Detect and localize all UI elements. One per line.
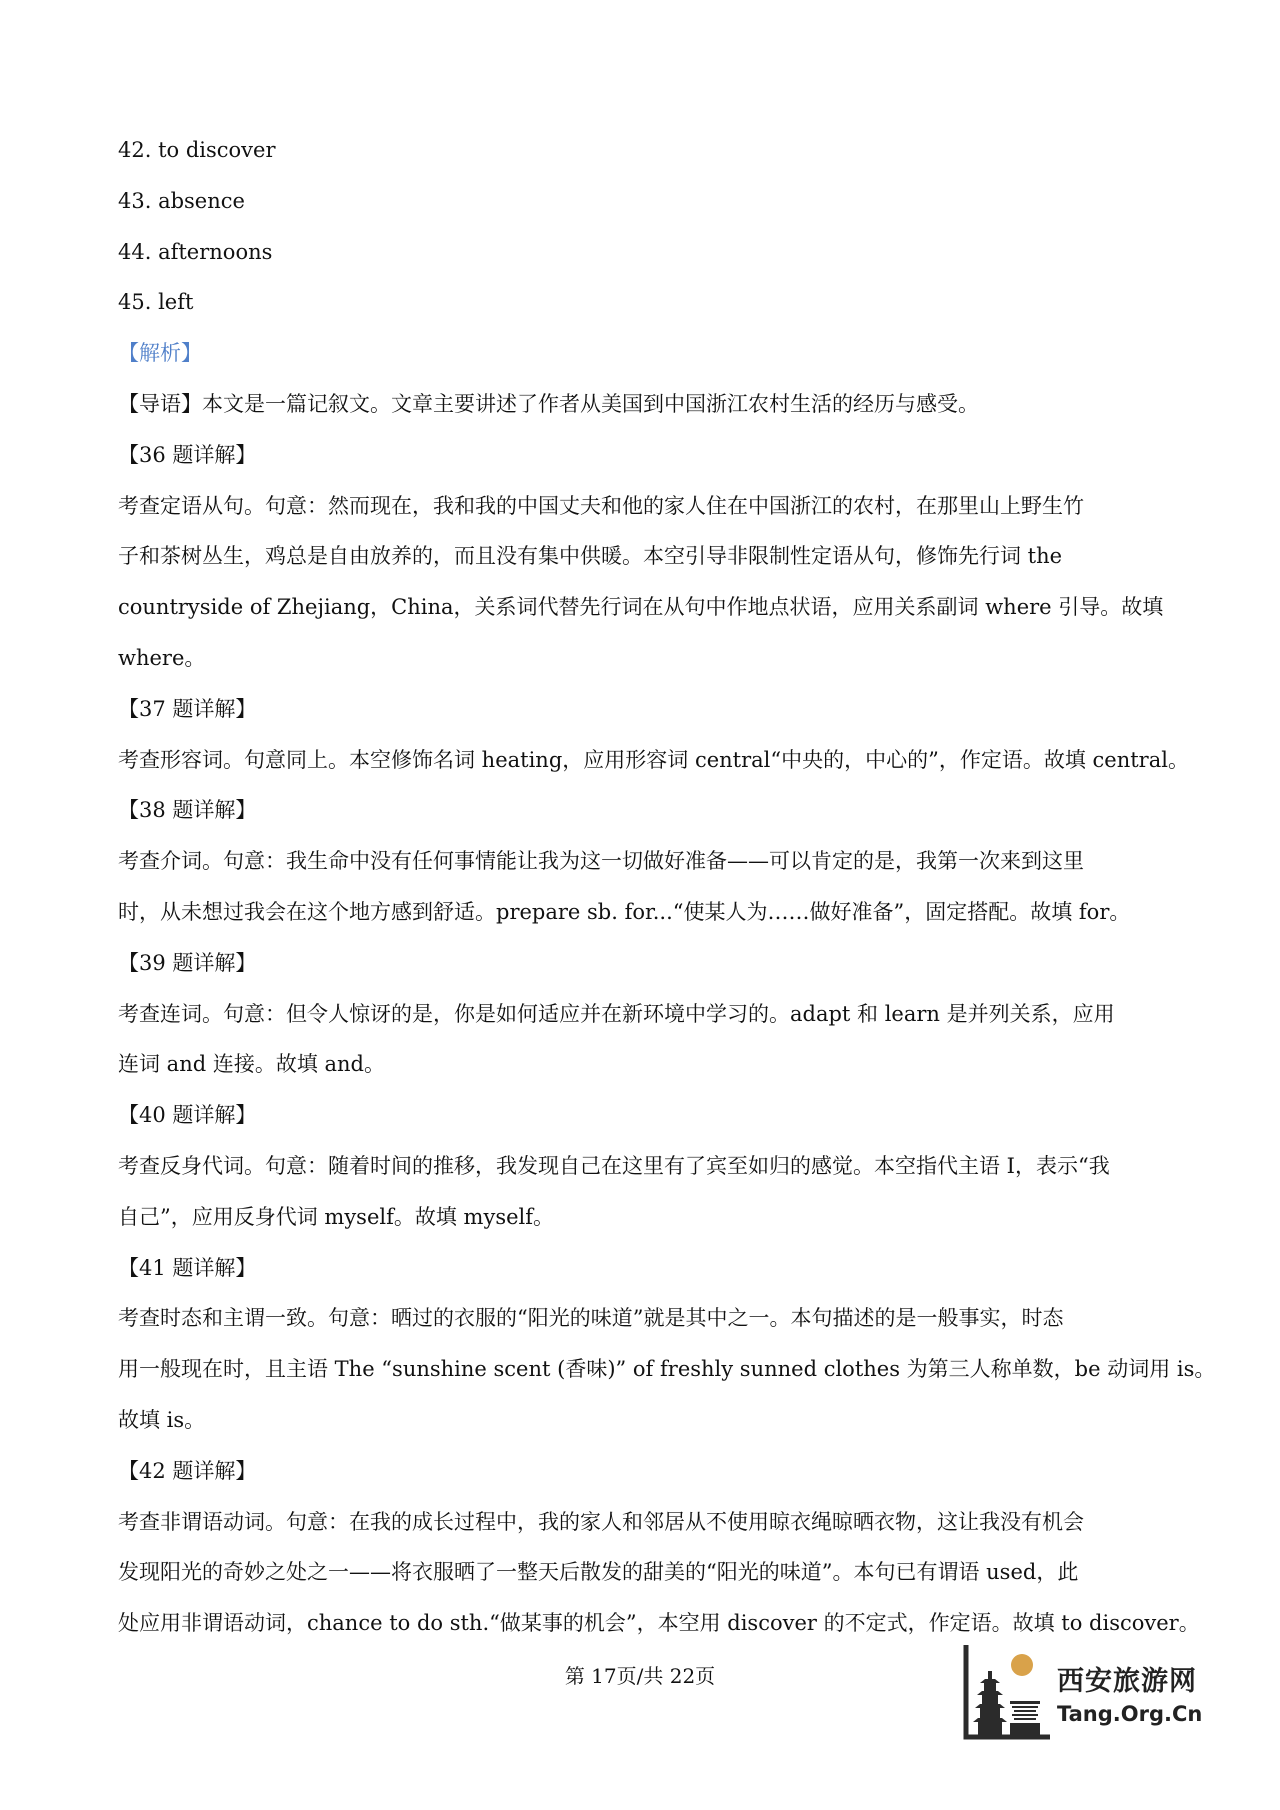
detail-line: 考查反身代词。句意：随着时间的推移，我发现自己在这里有了宾至如归的感觉。本空指代主语 I，表示“我 [118, 1153, 1110, 1178]
detail-line: 处应用非谓语动词，chance to do sth.“做某事的机会”，本空用 discover 的不定式，作定语。故填 to discover。 [118, 1611, 1200, 1636]
pagoda-icon [962, 1643, 1052, 1743]
detail-line: countryside of Zhejiang，China，关系词代替先行词在从句中作地点状语，应用关系副词 where 引导。故填 [118, 595, 1164, 620]
answer-item: 44. afternoons [118, 239, 273, 264]
logo-text [1057, 1659, 1202, 1726]
site-logo[interactable] [962, 1643, 1227, 1743]
detail-line: 考查形容词。句意同上。本空修饰名词 heating，应用形容词 central“中央的，中心的”，作定语。故填 central。 [118, 747, 1189, 772]
detail-heading: 【36 题详解】 [118, 442, 257, 467]
detail-line: 考查连词。句意：但令人惊讶的是，你是如何适应并在新环境中学习的。adapt 和 learn 是并列关系，应用 [118, 1001, 1115, 1026]
detail-line: where。 [118, 645, 206, 670]
detail-38 [118, 785, 1180, 937]
analysis-heading: 【解析】 [118, 341, 202, 366]
detail-41 [118, 1243, 1216, 1446]
detail-line: 考查介词。句意：我生命中没有任何事情能让我为这一切做好准备——可以肯定的是，我第一次来到这里 [118, 849, 1084, 874]
detail-heading: 【37 题详解】 [118, 696, 257, 721]
detail-40 [118, 1090, 1180, 1242]
detail-line: 连词 and 连接。故填 and。 [118, 1052, 386, 1077]
page-number: 第 17页/共 22页 [564, 1664, 716, 1688]
detail-line: 发现阳光的奇妙之处之一——将衣服晒了一整天后散发的甜美的“阳光的味道”。本句已有谓语 used，此 [118, 1560, 1079, 1585]
detail-36 [118, 430, 1180, 684]
detail-37 [118, 684, 1189, 786]
detail-heading: 【40 题详解】 [118, 1103, 257, 1128]
answer-item: 42. to discover [118, 138, 276, 162]
detail-heading: 【38 题详解】 [118, 798, 257, 823]
logo-name: 西安旅游网 [1057, 1666, 1197, 1697]
intro-paragraph: 【导语】本文是一篇记叙文。文章主要讲述了作者从美国到中国浙江农村生活的经历与感受。 [118, 391, 979, 416]
detail-heading: 【41 题详解】 [118, 1255, 257, 1280]
document-body [118, 125, 1216, 1649]
answer-list [118, 125, 1180, 328]
detail-39 [118, 938, 1180, 1090]
answer-item: 43. absence [118, 188, 245, 213]
answer-item: 45. left [118, 290, 194, 315]
detail-line: 考查非谓语动词。句意：在我的成长过程中，我的家人和邻居从不使用晾衣绳晾晒衣物，这让我没有机会 [118, 1509, 1084, 1534]
detail-line: 用一般现在时，且主语 The “sunshine scent (香味)” of freshly sunned clothes 为第三人称单数，be 动词用 is。 [118, 1357, 1216, 1382]
detail-line: 时，从未想过我会在这个地方感到舒适。prepare sb. for...“使某人为……做好准备”，固定搭配。故填 for。 [118, 899, 1131, 924]
detail-line: 子和茶树丛生，鸡总是自由放养的，而且没有集中供暖。本空引导非限制性定语从句，修饰先行词 the [118, 544, 1063, 569]
logo-domain: Tang.Org.Cn [1057, 1702, 1203, 1726]
detail-line: 考查时态和主谓一致。句意：晒过的衣服的“阳光的味道”就是其中之一。本句描述的是一般事实，时态 [118, 1306, 1064, 1331]
detail-heading: 【42 题详解】 [118, 1458, 257, 1483]
detail-line: 自己”，应用反身代词 myself。故填 myself。 [118, 1204, 555, 1229]
detail-line: 故填 is。 [118, 1407, 206, 1432]
detail-line: 考查定语从句。句意：然而现在，我和我的中国丈夫和他的家人住在中国浙江的农村，在那里山上野生竹 [118, 493, 1084, 518]
detail-heading: 【39 题详解】 [118, 950, 257, 975]
detail-42 [118, 1446, 1200, 1649]
